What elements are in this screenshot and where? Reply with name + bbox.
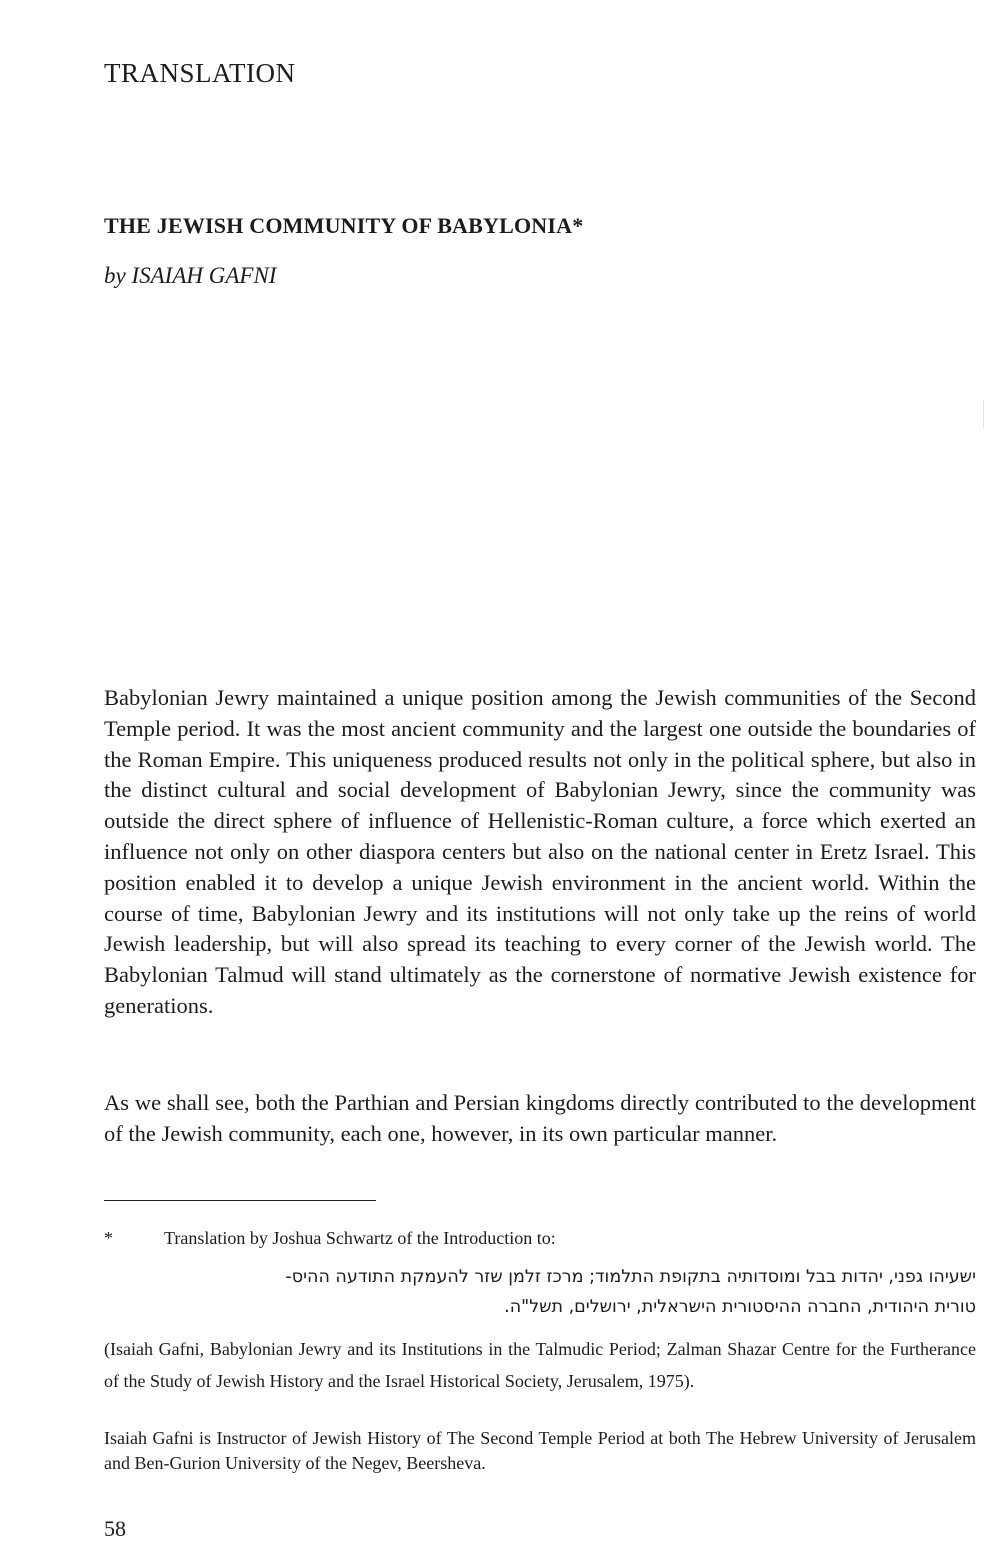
page-number: 58: [104, 1516, 126, 1541]
footnote-divider: [104, 1200, 376, 1201]
body-paragraph: As we shall see, both the Parthian and Persian kingdoms directly contributed to the development of the Jewish community, each one, however, in its own particular manner.: [104, 1090, 976, 1146]
footnote-intro: [104, 1226, 976, 1250]
scan-artifact: [983, 400, 984, 428]
body-paragraph: Babylonian Jewry maintained a unique position among the Jewish communities of the Second Temple period. It was the most ancient community and the largest one outside the boundaries of the Roman Empire. This uniqueness produced results not only in the political sphere, but also in the distinct cultural and social development of Babylonian Jewry, since the community was outside the direct sphere of influence of Hellenistic-Roman culture, a force which exerted an influence not only on other diaspora centers but also on the national center in Eretz Israel. This position enabled it to develop a unique Jewish environment in the ancient world. Within the course of time, Babylonian Jewry and its institutions will not only take up the reins of world Jewish leadership, but will also spread its teaching to every corner of the Jewish world. The Babylonian Talmud will stand ultimately as the cornerstone of normative Jewish existence for generations.: [104, 685, 976, 1018]
hebrew-line: ישעיהו גפני, יהדות בבל ומוסדותיה בתקופת התלמוד; מרכז זלמן שזר להעמקת התודעה ההיס-: [285, 1267, 976, 1287]
footnote-marker: *: [104, 1228, 113, 1248]
footnote-intro-text: Translation by Joshua Schwartz of the Introduction to:: [164, 1228, 556, 1248]
author-bio: Isaiah Gafni is Instructor of Jewish History of The Second Temple Period at both The Hebrew University of Jerusalem and Ben-Gurion University of the Negev, Beersheva.: [104, 1428, 976, 1473]
footnote-hebrew-title: [104, 1262, 976, 1322]
section-label: TRANSLATION: [104, 58, 296, 88]
hebrew-line: טורית היהודית, החברה ההיסטורית הישראלית, ירושלים, תשל"ה.: [504, 1297, 976, 1317]
author-byline: by ISAIAH GAFNI: [104, 263, 277, 288]
footnote-citation: (Isaiah Gafni, Babylonian Jewry and its Institutions in the Talmudic Period; Zalman Shazar Centre for the Furtherance of the Study of Jewish History and the Israel Historical Society, Jerusalem, 1975).: [104, 1339, 976, 1391]
article-title: THE JEWISH COMMUNITY OF BABYLONIA*: [104, 213, 584, 238]
